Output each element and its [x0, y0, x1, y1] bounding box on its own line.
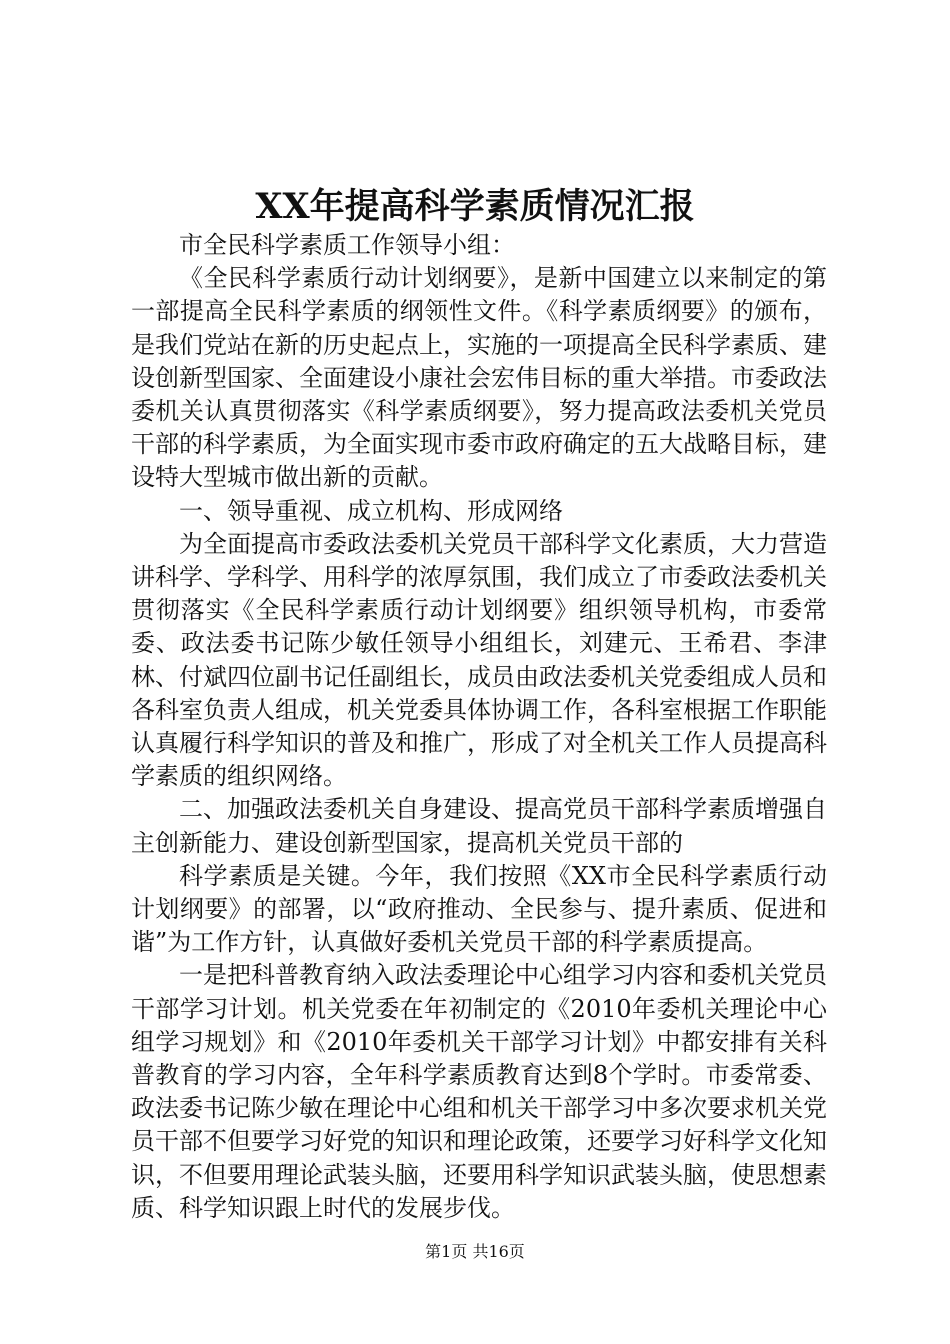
section-heading-2: 二、加强政法委机关自身建设、提高党员干部科学素质增强自主创新能力、建设创新型国家，提高机关党员干部的	[131, 795, 827, 857]
page-footer: 第1页 共16页	[425, 1242, 525, 1261]
document-body	[131, 229, 827, 1225]
section-1-paragraph: 为全面提高市委政法委机关党员干部科学文化素质，大力营造讲科学、学科学、用科学的浓厚氛围，我们成立了市委政法委机关贯彻落实《全民科学素质行动计划纲要》组织领导机构，市委常委、政法委书记陈少敏任领导小组组长，刘建元、王希君、李津林、付斌四位副书记任副组长，成员由政法委机关党委组成人员和各科室负责人组成，机关党委具体协调工作，各科室根据工作职能认真履行科学知识的普及和推广，形成了对全机关工作人员提高科学素质的组织网络。	[131, 529, 827, 791]
section-2-paragraph: 科学素质是关键。今年，我们按照《XX市全民科学素质行动计划纲要》的部署，以“政府推动、全民参与、提升素质、促进和谐”为工作方针，认真做好委机关党员干部的科学素质提高。	[131, 861, 827, 957]
salutation-paragraph: 市全民科学素质工作领导小组：	[179, 231, 515, 259]
section-heading-1: 一、领导重视、成立机构、形成网络	[179, 496, 563, 525]
intro-paragraph: 《全民科学素质行动计划纲要》，是新中国建立以来制定的第一部提高全民科学素质的纲领性文件。《科学素质纲要》的颁布，是我们党站在新的历史起点上，实施的一项提高全民科学素质、建设创新型国家、全面建设小康社会宏伟目标的重大举措。市委政法委机关认真贯彻落实《科学素质纲要》，努力提高政法委机关党员干部的科学素质，为全面实现市委市政府确定的五大战略目标，建设特大型城市做出新的贡献。	[131, 264, 827, 492]
document-title: XX年提高科学素质情况汇报	[255, 186, 695, 227]
section-2-point-1-paragraph: 一是把科普教育纳入政法委理论中心组学习内容和委机关党员干部学习计划。机关党委在年初制定的《2010年委机关理论中心组学习规划》和《2010年委机关干部学习计划》中都安排有关科普教育的学习内容，全年科学素质教育达到8个学时。市委常委、政法委书记陈少敏在理论中心组和机关干部学习中多次要求机关党员干部不但要学习好党的知识和理论政策，还要学习好科学文化知识，不但要用理论武装头脑，还要用科学知识武装头脑，使思想素质、科学知识跟上时代的发展步伐。	[131, 961, 827, 1222]
